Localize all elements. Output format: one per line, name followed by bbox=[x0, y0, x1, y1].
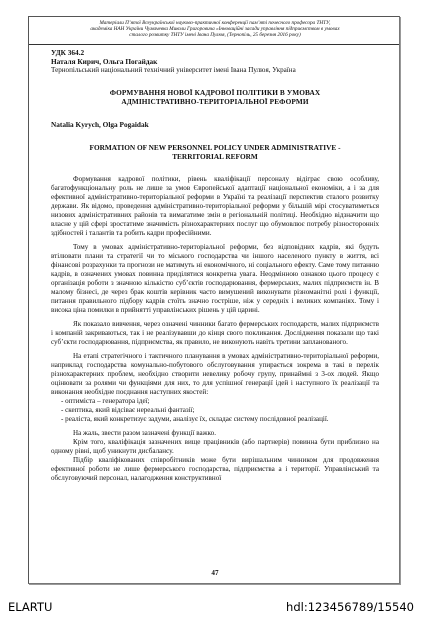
bullet-text: реаліста, який конкретизує задуми, аналізує їх, складає систему послідовної реалізації. bbox=[65, 415, 329, 423]
page-number: 47 bbox=[211, 569, 219, 577]
repository-name: ELARTU bbox=[8, 600, 53, 614]
paragraph: Підбір кваліфікованих співробітників може бути вирішальним чинником для продовження ефективної роботи не лише фермерського господарства, підприємства а і території. Управлінський та обслуговуючий персонал, налагодження конструктивної bbox=[51, 456, 379, 482]
paragraph: На етапі стратегічного і тактичного планування в умовах адміністративно-територіальної реформи, наприклад господарства комунально-побутового обслуговування упирається зокрема в такі в перелік різнохарактерних проблем, необхідно створити невелику робочу групу, принаймні з 3-ох людей. Якщо оцінювати за ролями чи функціями для них, то для успішної генерації ідей і наступного їх реалізації та виконання необхідне поєднання наступних якостей: bbox=[51, 352, 379, 396]
paragraph: Як показало вивчення, через означені чинники багато фермерських господарств, малих підприємств і компаній закриваються, так і не реалізувавши до кінця свого покликання. Дослідження показали що такі субʼєкти господарювання, підприємства, як правило, не виконують навіть третини запланованого. bbox=[51, 320, 379, 346]
repository-footer bbox=[0, 598, 424, 620]
paragraph: Формування кадрової політики, рівень кваліфікації персоналу відіграє свою особливу, багатофункціональну роль не лише за умов Європейської адаптації національної економіки, а і за для ефективної адміністративно-територіальної реформи в Україні та реалізації перспектив сталого розвитку держави. Як відомо, проведення адміністративно-територіальної реформи у більшій мірі стосуватиметься низових адміністративних районів та вимагатиме змін в регіональній політиці. Необхідно відзначити що власне у цій сфері зростатиме значимість різнохарактерних послуг що обумовлює потребу різносторонніх здібностей і талантів та робить кадри професійними. bbox=[51, 175, 379, 237]
header-line-2: академіка НАН України Чумачевка Миколи Григоровича «Інноваційні засади управління підприємством в умовах bbox=[90, 26, 340, 33]
bullet-text: оптиміста – генератора ідеї; bbox=[65, 397, 150, 405]
paragraph: Тому в умовах адміністративно-територіальної реформи, без відповідних кадрів, які будуть втілювати плани та стратегії чи то міського господарства чи іншого населеного пункту в життя, всі фінансові розрахунки та прогнози не матимуть ні економічного, ні соціального ефекту. Саме тому питанню кадрів, в означених умовах повинна приділятися конкретна увага. Неодмінною ознакою цього процесу є організація роботи з значною кількістю субʼєктів господарювання, фермерських, малих підприємств ін. В малому бізнесі, де через брак коштів керівник часто вимушений виконувати різноманітні ролі і функції, питання правильного підбору кадрів стоїть значно гостріше, ніж у середніх і великих компаніях. Тому і висока ціна помилки в прийнятті управлінських рішень у цій царині. bbox=[51, 243, 379, 314]
paragraph: На жаль, звести разом зазначені функції важко. bbox=[73, 429, 216, 437]
header-line-1: Матеріали Пʼятої Всеукраїнської науково-практичної конференції памʼяті почесного професора ТНТУ, bbox=[99, 20, 331, 26]
title-english: FORMATION OF NEW PERSONNEL POLICY UNDER ADMINISTRATIVE - TERRITORIAL REFORM bbox=[89, 143, 341, 161]
bullet-item: - реаліста, який конкретизує задуми, аналізує їх, складає систему послідовної реалізації. bbox=[61, 415, 329, 423]
article-body bbox=[51, 48, 379, 483]
paragraph: Крім того, кваліфікація зазначених вище працівників (або партнерів) повинна бути приблизно на одному рівні, щоб уникнути дисбалансу. bbox=[51, 438, 379, 455]
affiliation: Тернопільський національний технічний університет імені Івана Пулюя, Україна bbox=[51, 66, 296, 74]
handle-identifier: hdl:123456789/15540 bbox=[286, 600, 414, 614]
authors-ukrainian: Наталя Кирич, Ольга Погайдак bbox=[51, 57, 158, 66]
paper-page bbox=[28, 16, 400, 584]
authors-english: Natalia Kyrych, Olga Pogaidak bbox=[51, 120, 149, 129]
bullet-item: - скептика, який відсіває нереальні фантазії; bbox=[61, 406, 195, 414]
main-text bbox=[51, 175, 379, 483]
bullet-text: скептика, який відсіває нереальні фантазії; bbox=[65, 406, 195, 414]
conference-header bbox=[29, 17, 400, 45]
title-ukrainian: ФОРМУВАННЯ НОВОЇ КАДРОВОЇ ПОЛІТИКИ В УМОВАХ АДМІНІСТРАТИВНО-ТЕРИТОРІАЛЬНОЇ РЕФОРМИ bbox=[109, 88, 321, 106]
udk-code: УДК 364.2 bbox=[51, 48, 85, 57]
bullet-item: - оптиміста – генератора ідеї; bbox=[61, 397, 150, 405]
header-line-3: сталого розвитку ТНТУ імені Івана Пулюя, (Тернопіль, 25 березня 2016 року) bbox=[129, 32, 301, 39]
